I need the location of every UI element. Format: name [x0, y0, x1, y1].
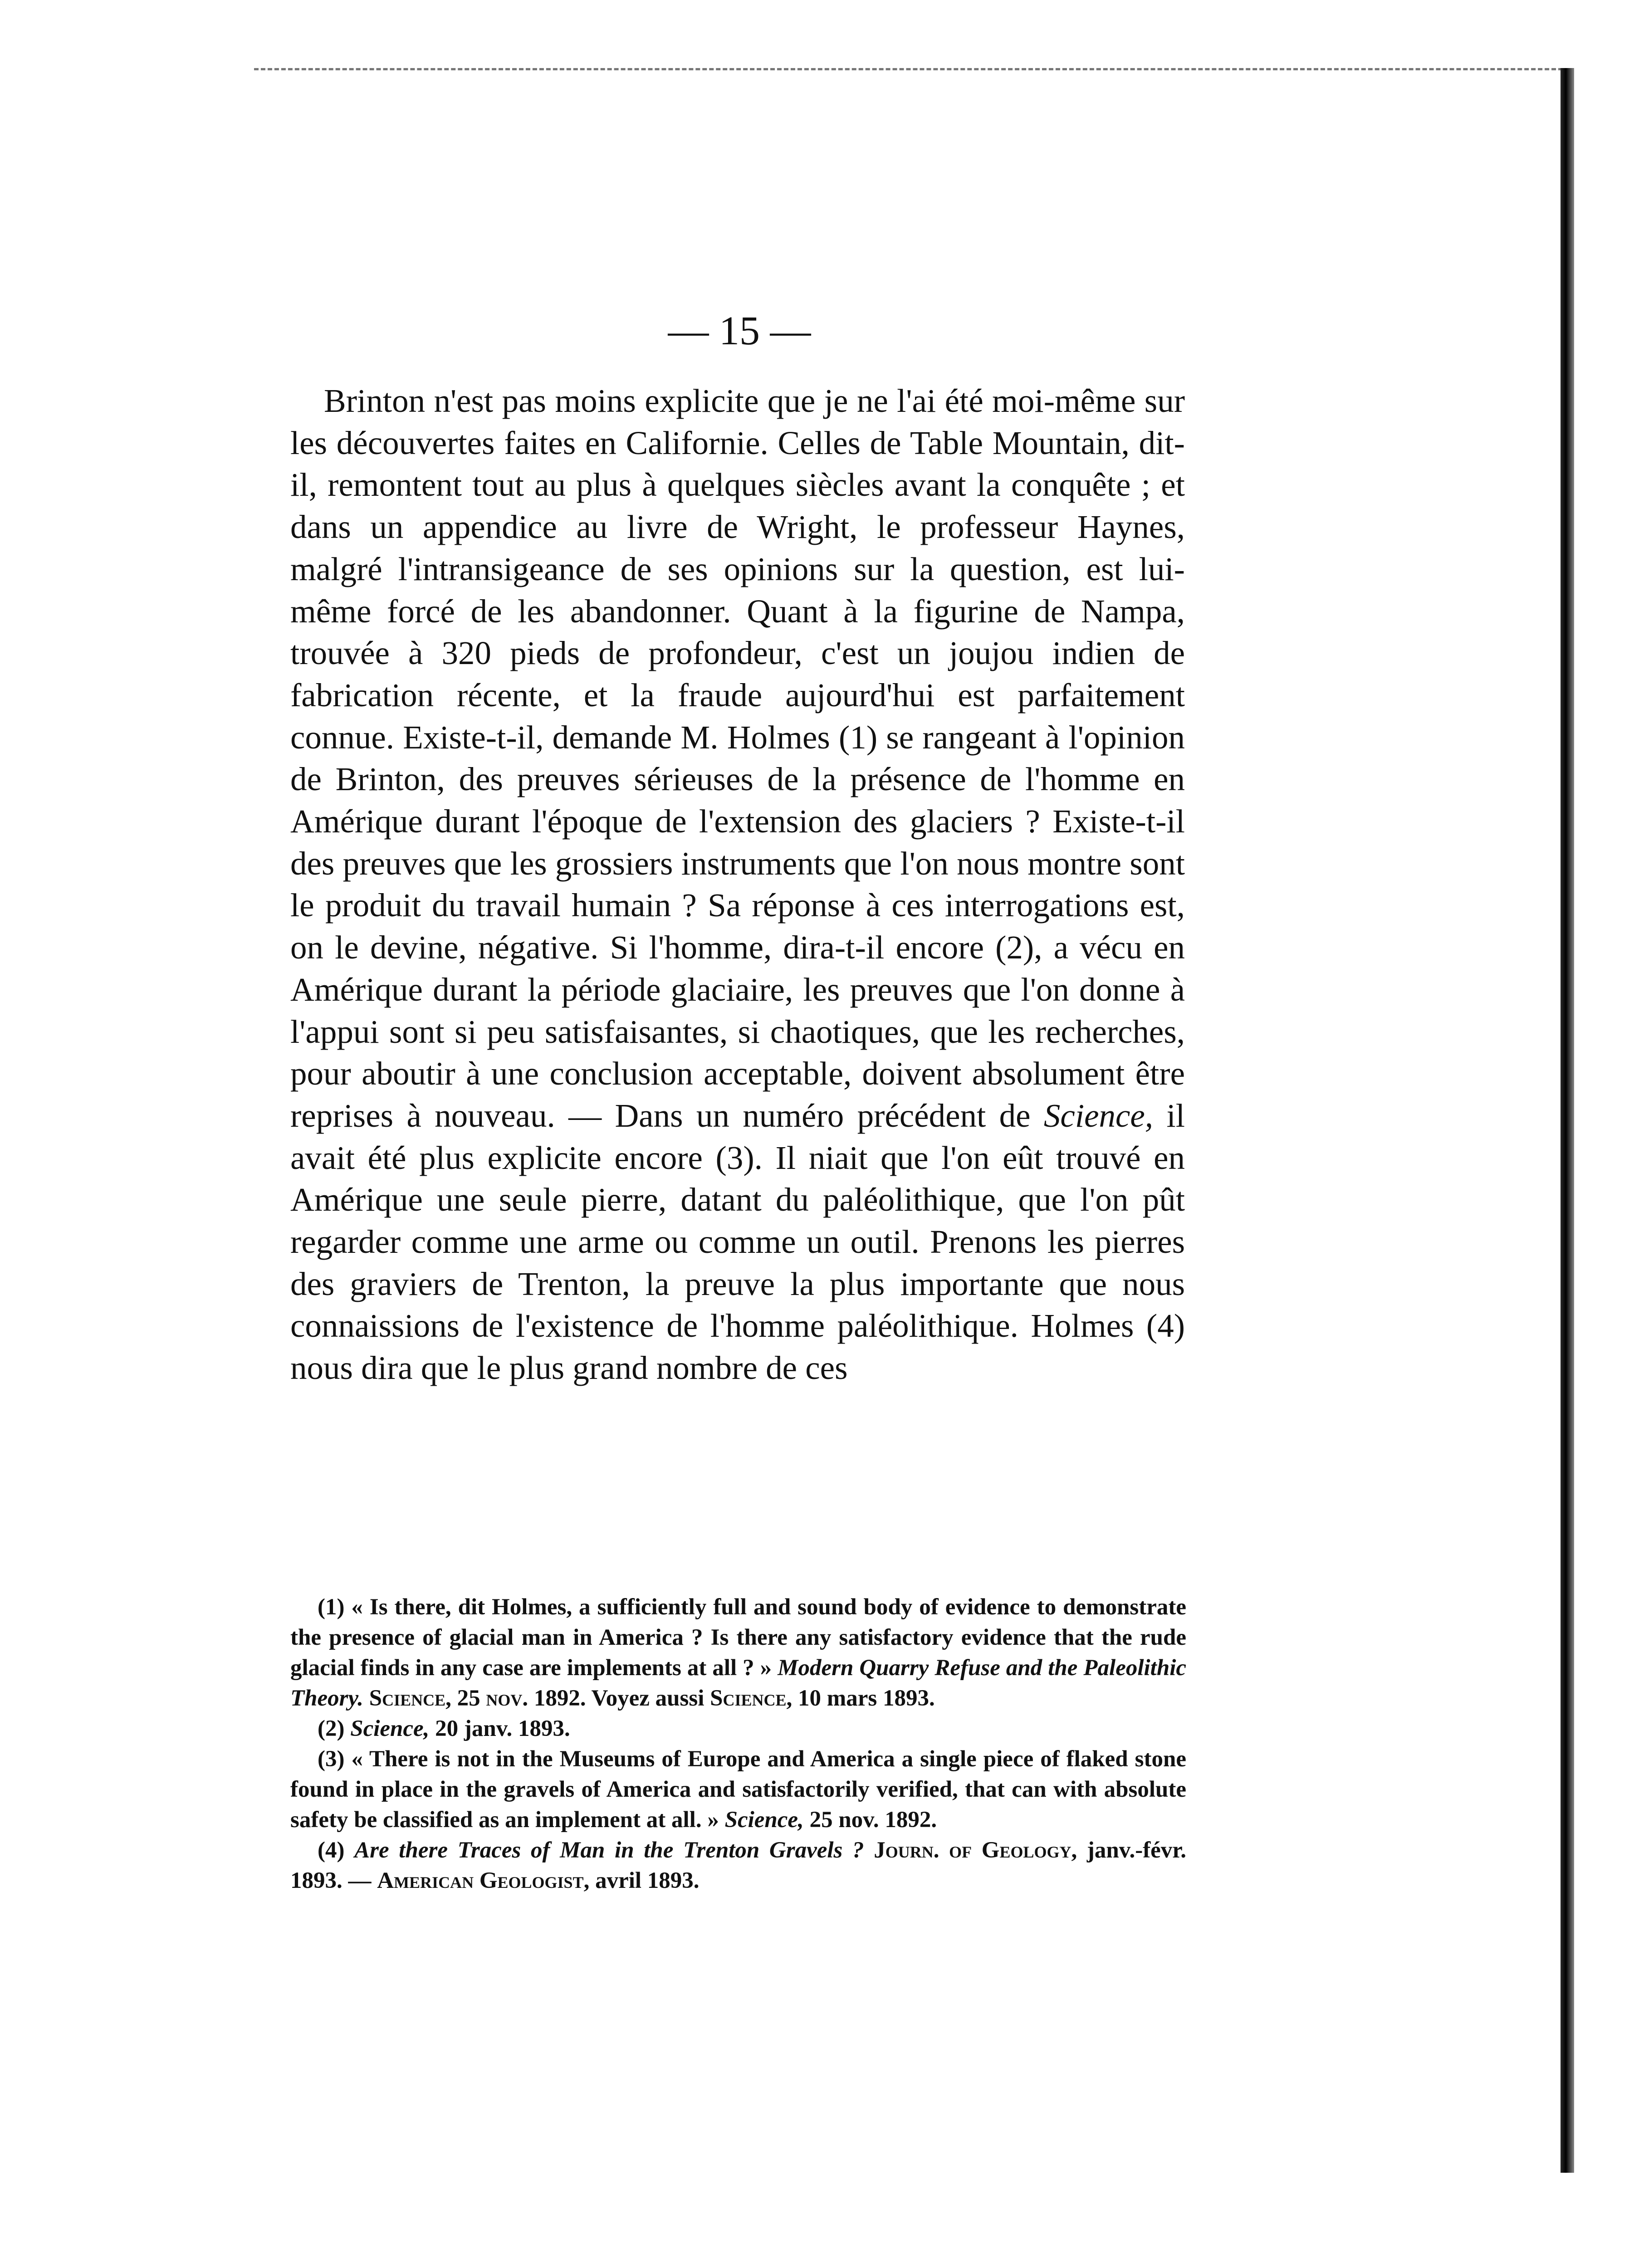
main-text-part-1: Brinton n'est pas moins explicite que je ne l'ai été moi-même sur les découvertes faites en Californie. Celles de Table Mountain, dit-il, remontent tout au plus à quelques siècles avant la conquête ; et dans un appendice au livre de Wright, le professeur Haynes, malgré l'intransigeance de ses opinions sur la question, est lui-même forcé de les abandonner. Quant à la figurine de Nampa, trouvée à 320 pieds de profondeur, c'est un joujou indien de fabrication récente, et la fraude aujourd'hui est parfaitement connue. Existe-t-il, demande M. Holmes (1) se rangeant à l'opinion de Brinton, des preuves sérieuses de la présence de l'homme en Amérique durant l'époque de l'extension des glaciers ? Existe-t-il des preuves que les grossiers instruments que l'on nous montre sont le produit du travail humain ? Sa réponse à ces interrogations est, on le devine, négative. Si l'homme, dira-t-il encore (2), a vécu en Amérique durant la période glaciaire, les preuves que l'on donne à l'appui sont si peu satisfaisantes, si chaotiques, que les recherches, pour aboutir à une conclusion acceptable, doivent absolument être reprises à nouveau. — Dans un numéro précédent de [290, 382, 1185, 1134]
footnote-4 [290, 1835, 1186, 1896]
footnote-3 [290, 1744, 1186, 1835]
footnote-3-date: 25 nov. 1892. [809, 1807, 937, 1833]
footnote-4-num: (4) [318, 1838, 345, 1863]
footnote-1-source-2: Science, [710, 1686, 793, 1711]
footnote-1-tail: Voyez aussi [591, 1686, 704, 1711]
footnote-3-source: Science, [724, 1807, 804, 1833]
footnote-2 [290, 1714, 1186, 1744]
footnote-2-date: 20 janv. 1893. [435, 1716, 570, 1741]
footnote-3-text: (3) « There is not in the Museums of Europe and America a single piece of flaked stone found in place in the gravels of America and satisfactorily verified, that can with absolute safety be classified as an implement at all. » [290, 1746, 1186, 1833]
footnote-1-title: Modern Quarry Refuse and the Paleolithic Theory. [290, 1655, 1187, 1711]
main-paragraph [290, 380, 1185, 1389]
footnote-4-journal: Journ. of Geology, [874, 1838, 1077, 1863]
journal-science: Science, [1043, 1097, 1154, 1134]
footnote-1-tail-2: 10 mars 1893. [798, 1686, 935, 1711]
main-text-part-2: il avait été plus explicite encore (3). Il niait que l'on eût trouvé en Amérique une seule pierre, datant du paléolithique, que l'on pût regarder comme une arme ou comme un outil. Prenons les pierres des graviers de Trenton, la preuve la plus importante que nous connaissions de l'existence de l'homme paléolithique. Holmes (4) nous dira que le plus grand nombre de ces [290, 1097, 1185, 1387]
footnote-4-date-2: avril 1893. [595, 1868, 700, 1893]
footnote-1-source: Science, 25 nov. 1892. [369, 1686, 586, 1711]
footnote-2-source: Science, [350, 1716, 430, 1741]
page-edge-shadow [1561, 68, 1574, 2173]
top-scan-rule [254, 68, 1570, 70]
footnote-4-date: janv.-févr. 1893. — [290, 1838, 1187, 1893]
page-number: — 15 — [668, 308, 811, 353]
footnote-1-text: (1) « Is there, dit Holmes, a sufficiently full and sound body of evidence to demonstrate the presence of glacial man in America ? Is there any satisfactory evidence that the rude glacial finds in any case are implements at all ? » [290, 1594, 1186, 1681]
footnote-4-title: Are there Traces of Man in the Trenton Gravels ? [354, 1838, 864, 1863]
footnote-2-num: (2) [318, 1716, 345, 1741]
footnote-1 [290, 1592, 1186, 1714]
footnote-4-journal-2: American Geologist, [377, 1868, 590, 1893]
footnotes [290, 1592, 1186, 1896]
